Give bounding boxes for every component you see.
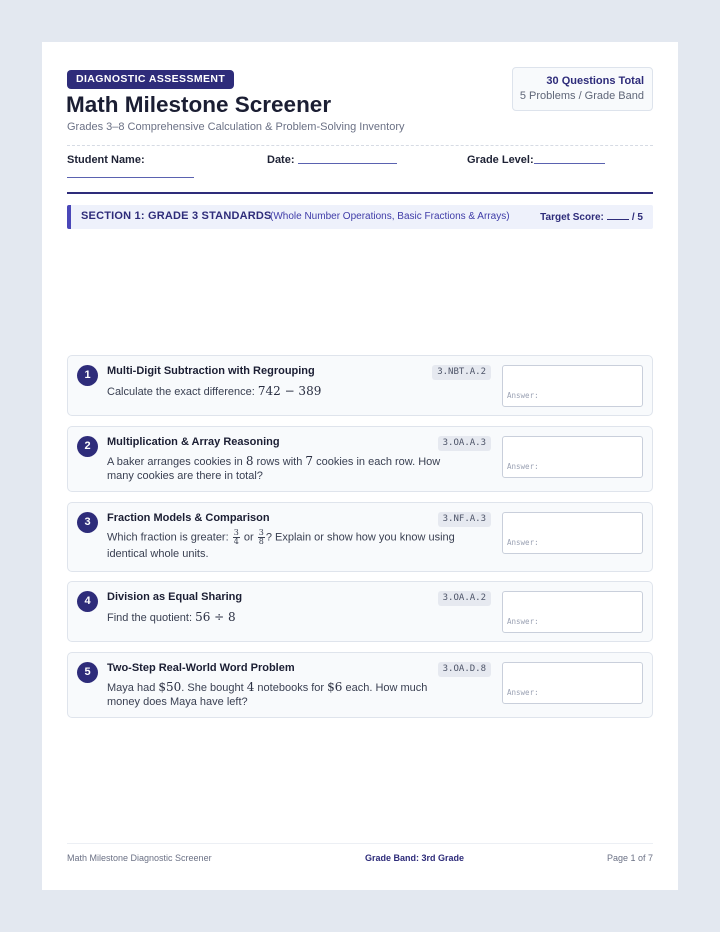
answer-box[interactable] [502, 365, 643, 407]
standard-code: 3.OA.D.8 [438, 662, 491, 677]
standard-code: 3.NBT.A.2 [432, 365, 491, 380]
question-text [107, 529, 455, 562]
question-summary-box [512, 67, 653, 111]
question-text [107, 610, 455, 625]
page-subtitle: Grades 3–8 Comprehensive Calculation & Problem-Solving Inventory [67, 121, 405, 133]
math-expression: 56 ÷ 8 [195, 610, 236, 624]
question-number: 3 [77, 512, 98, 533]
math-expression: 8 [245, 454, 254, 468]
summary-total: 30 Questions Total [546, 75, 644, 87]
math-expression: 742 − 389 [257, 384, 322, 398]
question-number: 4 [77, 591, 98, 612]
fraction-numerator: 3 [258, 528, 264, 537]
section-header [67, 205, 653, 229]
question-text-part: Maya had [107, 682, 159, 694]
target-score-max: / 5 [631, 212, 643, 223]
question-title: Division as Equal Sharing [107, 591, 243, 603]
fraction-three-fourths [233, 529, 240, 546]
question-text-part: A baker arranges cookies in [107, 456, 246, 468]
answer-box[interactable] [502, 512, 643, 554]
footer-document-name: Math Milestone Diagnostic Screener [67, 853, 212, 863]
section-rule [67, 192, 653, 194]
question-text-part: . She bought [181, 682, 247, 694]
footer-grade-band: Grade Band: 3rd Grade [365, 853, 465, 863]
answer-label: Answer: [507, 462, 539, 471]
answer-label: Answer: [507, 688, 539, 697]
section-title: SECTION 1: GRADE 3 STANDARDS [81, 210, 272, 222]
question-card [67, 355, 653, 416]
question-text [107, 680, 455, 709]
footer-page-number: Page 1 of 7 [606, 853, 653, 863]
target-score-blank[interactable] [607, 211, 629, 220]
answer-box[interactable] [502, 591, 643, 633]
question-text-part: notebooks for [254, 682, 328, 694]
grade-level-field[interactable] [534, 163, 605, 164]
fraction-denominator: 8 [258, 537, 264, 546]
question-text [107, 384, 455, 399]
math-expression: $50 [158, 680, 182, 694]
worksheet-page [42, 42, 678, 890]
math-expression: 4 [246, 680, 255, 694]
question-text-part: or [240, 531, 257, 544]
grade-level-label: Grade Level: [467, 154, 534, 166]
question-text-part: ? Explain or show how you know using identical whole units. [107, 531, 455, 560]
question-text-part: rows with [253, 456, 306, 468]
target-score [540, 211, 643, 223]
question-card [67, 502, 653, 572]
footer-divider [67, 843, 653, 844]
answer-label: Answer: [507, 617, 539, 626]
standard-code: 3.NF.A.3 [438, 512, 491, 527]
math-expression: 7 [305, 454, 314, 468]
answer-label: Answer: [507, 538, 539, 547]
question-text-part: cookies in each row. How many cookies are there in total? [107, 456, 441, 482]
question-text [107, 454, 455, 483]
math-expression: $6 [327, 680, 343, 694]
student-name-label: Student Name: [67, 154, 145, 166]
answer-label: Answer: [507, 391, 539, 400]
question-card [67, 581, 653, 642]
question-title: Multi-Digit Subtraction with Regrouping [107, 365, 315, 377]
answer-box[interactable] [502, 436, 643, 478]
date-field[interactable] [298, 163, 397, 164]
section-subtitle: (Whole Number Operations, Basic Fractions & Arrays) [270, 211, 510, 222]
standard-code: 3.OA.A.2 [438, 591, 491, 606]
fraction-three-eighths [258, 529, 265, 546]
page-title: Math Milestone Screener [66, 92, 332, 117]
question-title: Two-Step Real-World Word Problem [107, 662, 295, 674]
question-number: 1 [77, 365, 98, 386]
question-text-part: Calculate the exact difference: [107, 386, 258, 398]
assessment-badge: DIAGNOSTIC ASSESSMENT [67, 70, 234, 89]
question-title: Fraction Models & Comparison [107, 512, 270, 524]
question-text-part: Find the quotient: [107, 612, 196, 624]
summary-subtitle: 5 Problems / Grade Band [519, 90, 644, 102]
question-title: Multiplication & Array Reasoning [107, 436, 280, 448]
question-number: 5 [77, 662, 98, 683]
question-card [67, 652, 653, 718]
standard-code: 3.OA.A.3 [438, 436, 491, 451]
date-label: Date: [267, 154, 295, 166]
question-card [67, 426, 653, 492]
question-text-part: Which fraction is greater: [107, 531, 232, 544]
question-number: 2 [77, 436, 98, 457]
header-divider [67, 145, 653, 146]
target-score-label: Target Score: [540, 212, 604, 223]
student-name-field[interactable] [67, 177, 194, 178]
fraction-denominator: 4 [233, 537, 239, 546]
question-text-part: each. How much money does Maya have left? [107, 682, 428, 708]
answer-box[interactable] [502, 662, 643, 704]
fraction-numerator: 3 [233, 528, 239, 537]
